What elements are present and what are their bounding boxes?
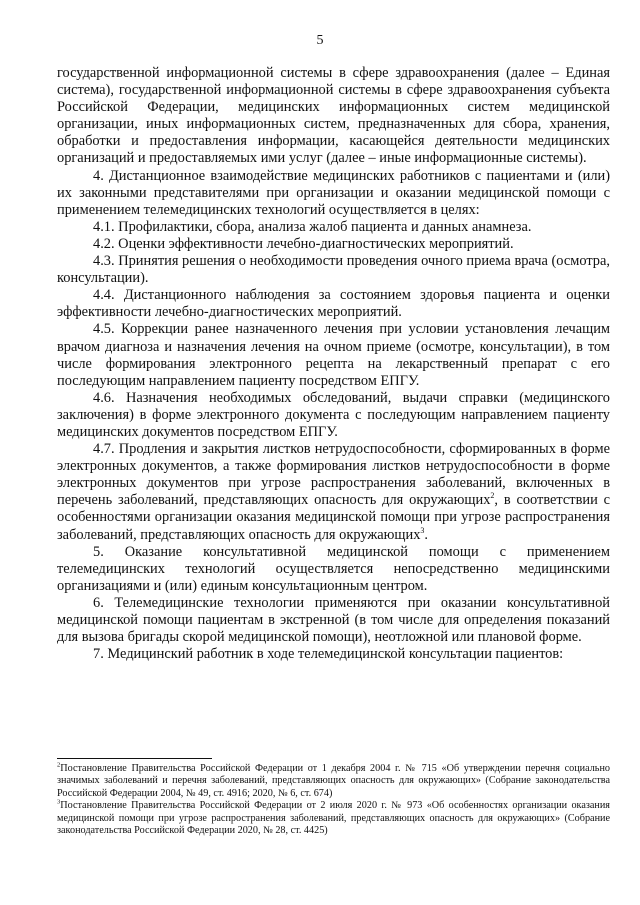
footnotes — [57, 763, 610, 837]
page-number: 5 — [316, 33, 324, 48]
paragraph-4-6: 4.6. Назначения необходимых обследований, выдачи справки (медицинского заключения) в форме электронного документа с последующим направлением пациенту медицинских документов посредством ЕПГУ. — [57, 389, 610, 440]
paragraph-4-7-text-before: 4.7. Продления и закрытия листков нетрудоспособности, сформированных в форме электронных документов, а также формирования листков нетрудоспособности в форме электронных документов при угрозе распространения заболеваний, включенных в перечень заболеваний, представляющих опасность для окружающих — [57, 441, 610, 509]
paragraph-4-1: 4.1. Профилактики, сбора, анализа жалоб пациента и данных анамнеза. — [93, 218, 532, 235]
footnote-text: Постановление Правительства Российской Федерации от 2 июля 2020 г. № 973 «Об особенностях организации оказания медицинской помощи при угрозе распространения заболеваний, представляющих опасность для окружающих» (Собрание законодательства Российской Федерации 2020, № 28, ст. 4425) — [57, 800, 610, 837]
footnote-ref-3[interactable]: 3 — [420, 525, 425, 535]
footnote-ref-2[interactable]: 2 — [490, 491, 495, 501]
footnote-text: Постановление Правительства Российской Федерации от 1 декабря 2004 г. № 715 «Об утверждении перечня социально значимых заболеваний и перечня заболеваний, представляющих опасность для окружающих» (Собрание законодательства Российской Федерации 2004, № 49, ст. 4916; 2020, № 6, ст. 674) — [57, 763, 610, 799]
paragraph-4-3: 4.3. Принятия решения о необходимости проведения очного приема врача (осмотра, консультации). — [57, 253, 610, 287]
paragraph-4-4: 4.4. Дистанционного наблюдения за состоянием здоровья пациента и оценки эффективности лечебно-диагностических мероприятий. — [57, 287, 610, 321]
footnote-mark: 2 — [57, 761, 61, 769]
footnote-separator — [57, 758, 212, 759]
paragraph-6: 6. Телемедицинские технологии применяются при оказании консультативной медицинской помощи пациентам в экстренной (в том числе для определения показаний для вызова бригады скорой медицинской помощи), неотложной или плановой форме. — [57, 594, 610, 646]
document-body — [57, 65, 610, 663]
paragraph-continuation: государственной информационной системы в сфере здравоохранения (далее – Единая система), государственной информационной системы в сфере здравоохранения субъекта Российской Федерации, медицинских информационных систем медицинской организации, иных информационных систем, предназначенных для сбора, хранения, обработки и предоставления информации, касающейся деятельности медицинских организаций и предоставляемых ими услуг (далее – иные информационные системы). — [57, 65, 610, 167]
paragraph-4-2: 4.2. Оценки эффективности лечебно-диагностических мероприятий. — [93, 235, 514, 252]
paragraph-4-5: 4.5. Коррекции ранее назначенного лечения при условии установления лечащим врачом диагноза и назначения лечения на очном приеме (осмотре, консультации), в том числе формирования электронного рецепта на лекарственный препарат с его последующим направлением пациенту посредством ЕПГУ. — [57, 321, 610, 389]
footnote-3 — [57, 800, 610, 837]
paragraph-4-7 — [57, 441, 610, 544]
paragraph-4-7-text-after: . — [424, 526, 428, 543]
paragraph-4-7-text-middle: , в соответствии с особенностями организации оказания медицинской помощи при угрозе распространения заболеваний, представляющих опасность для окружающих — [57, 492, 610, 543]
paragraph-4: 4. Дистанционное взаимодействие медицинских работников с пациентами и (или) их законными представителями при организации и оказании медицинской помощи с применением телемедицинских технологий осуществляется в целях: — [57, 167, 610, 218]
paragraph-5: 5. Оказание консультативной медицинской помощи с применением телемедицинских технологий осуществляется непосредственно медицинскими организациями и (или) единым консультационным центром. — [57, 543, 610, 594]
footnote-mark: 3 — [57, 798, 61, 806]
paragraph-7: 7. Медицинский работник в ходе телемедицинской консультации пациентов: — [93, 646, 564, 663]
footnote-2 — [57, 763, 610, 800]
